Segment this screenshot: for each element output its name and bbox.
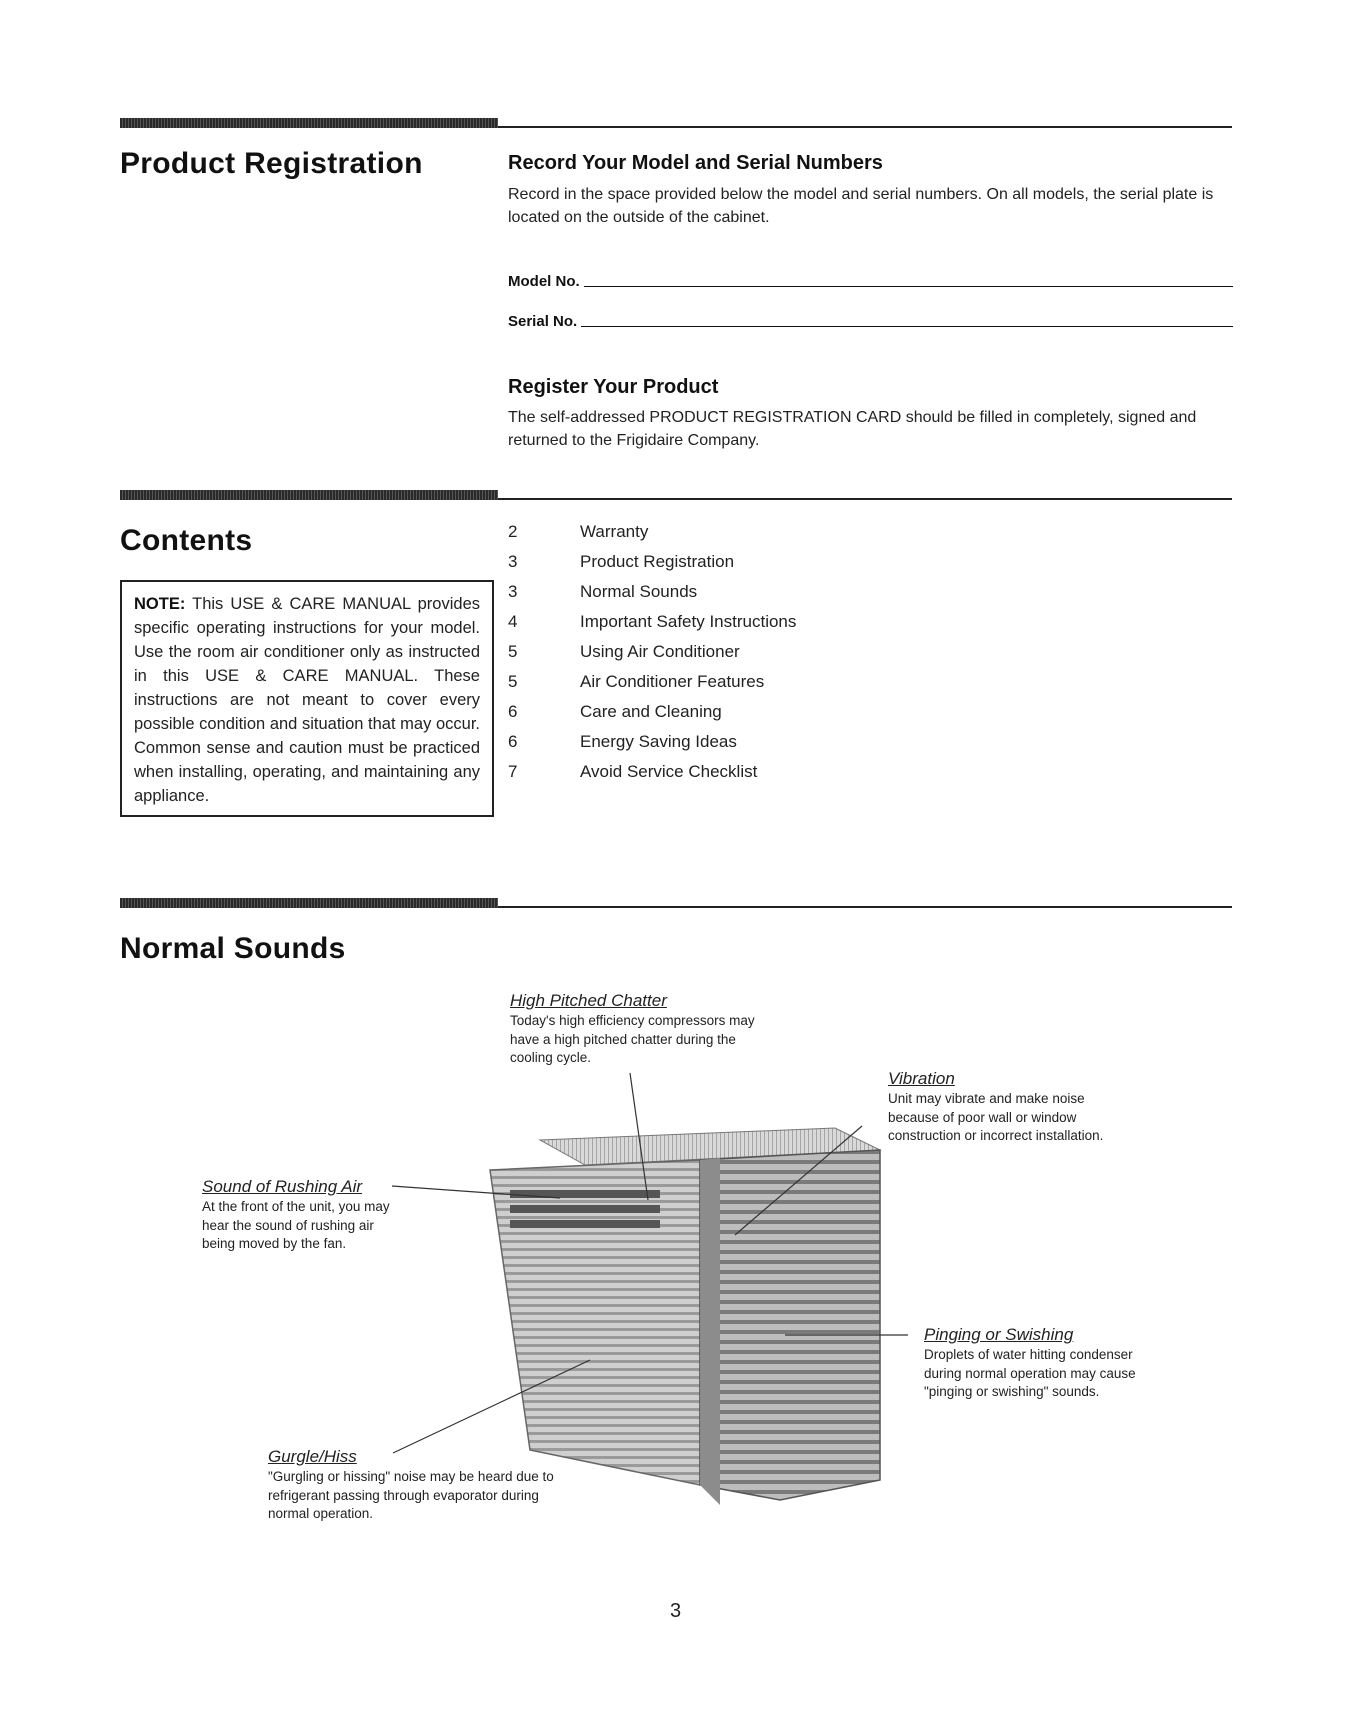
pinging-caption: [924, 1324, 1170, 1402]
rushing-air-text: At the front of the unit, you may hear the sound of rushing air being moved by the fan.: [202, 1199, 390, 1251]
contents-title: Care and Cleaning: [580, 702, 722, 721]
contents-heading: Contents: [120, 524, 253, 557]
contents-title: Warranty: [580, 522, 649, 541]
gurgle-text: "Gurgling or hissing" noise may be heard due to refrigerant passing through evaporator during normal operation.: [268, 1469, 554, 1521]
chatter-caption: [510, 990, 770, 1068]
vibration-text: Unit may vibrate and make noise because of poor wall or window construction or incorrect installation.: [888, 1091, 1104, 1143]
note-text: This USE & CARE MANUAL provides specific operating instructions for your model. Use the room air conditioner only as instructed in this USE & CARE MANUAL. These instructions are not meant to cover every possible condition and situation that may occur. Common sense and caution must be practiced when installing, operating, and maintaining any appliance.: [134, 595, 480, 805]
vibration-caption: [888, 1068, 1133, 1146]
contents-title: Avoid Service Checklist: [580, 762, 758, 781]
vibration-title: Vibration: [888, 1069, 955, 1088]
chatter-title: High Pitched Chatter: [510, 991, 667, 1010]
contents-page: 6: [508, 732, 518, 751]
model-number-label: Model No.: [508, 273, 580, 290]
contents-page: 3: [508, 582, 518, 601]
normal-sounds-heading: Normal Sounds: [120, 932, 346, 965]
gurgle-title: Gurgle/Hiss: [268, 1447, 357, 1466]
rushing-air-title: Sound of Rushing Air: [202, 1177, 363, 1196]
contents-title: Product Registration: [580, 552, 735, 571]
registration-heading: Product Registration: [120, 147, 423, 180]
contents-page: 5: [508, 642, 518, 661]
page-number: 3: [669, 1600, 682, 1622]
unit-divider-panel: [700, 1158, 720, 1505]
serial-number-label: Serial No.: [508, 313, 578, 330]
pinging-text: Droplets of water hitting condenser during normal operation may cause "pinging or swishing" sounds.: [924, 1347, 1136, 1399]
contents-title: Important Safety Instructions: [580, 612, 797, 631]
pinging-title: Pinging or Swishing: [924, 1325, 1074, 1344]
contents-page: 7: [508, 762, 518, 781]
contents-title: Normal Sounds: [580, 582, 698, 601]
contents-title: Energy Saving Ideas: [580, 732, 737, 751]
contents-page: 3: [508, 552, 518, 571]
contents-page: 6: [508, 702, 518, 721]
note-label: NOTE:: [134, 595, 186, 613]
contents-page: 4: [508, 612, 518, 631]
rushing-air-caption: [202, 1176, 410, 1254]
contents-title: Using Air Conditioner: [580, 642, 740, 661]
unit-side-cabinet: [700, 1150, 880, 1500]
gurgle-caption: [268, 1446, 558, 1524]
contents-title: Air Conditioner Features: [580, 672, 765, 691]
record-numbers-text: Record in the space provided below the model and serial numbers. On all models, the serial plate is located on the outside of the cabinet.: [508, 186, 1214, 226]
register-product-title: Register Your Product: [508, 376, 719, 398]
contents-page: 5: [508, 672, 518, 691]
register-product-text: The self-addressed PRODUCT REGISTRATION CARD should be filled in completely, signed and returned to the Frigidaire Company.: [508, 409, 1197, 449]
record-numbers-title: Record Your Model and Serial Numbers: [508, 152, 883, 174]
chatter-text: Today's high efficiency compressors may have a high pitched chatter during the cooling cycle.: [510, 1013, 755, 1065]
contents-page: 2: [508, 522, 518, 541]
